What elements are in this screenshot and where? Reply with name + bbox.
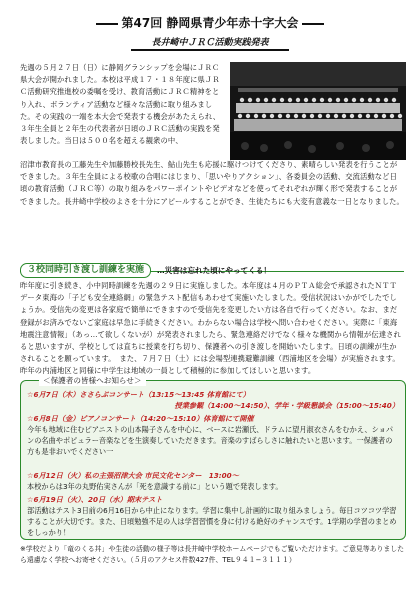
notice-item-date: ☆6月12日（火）私の主張沼津大会 市民文化センター 13:00〜: [27, 471, 239, 480]
notice-item-date: ☆6月19日（火）、20日（水）期末テスト: [27, 495, 163, 504]
notice-item: [27, 413, 399, 457]
section2-title: ３校同時引き渡し訓練を実施: [20, 263, 151, 278]
header: [28, 16, 392, 56]
notice-item: [27, 470, 399, 492]
notice-item-date: ☆6月8日（金）ピアノコンサート（14:20〜15:10）体育館にて開催: [27, 414, 254, 423]
notice-item-detail: 部活動はテスト3日前の6月16日から中止になります。学習に集中し計画的に取り組みましょう。毎日コツコツ学習することが大切です。また、日頃勉強不足の人は学習習慣を身に付ける絶好のチャンスです。1学期の学習のまとめをしっかり！: [27, 506, 397, 537]
section2-heading: [20, 262, 271, 278]
notice-title: ＜保護者の皆様へお知らせ＞: [39, 375, 146, 386]
article1-text-continued: 沼津市教育長の工藤先生や加藤勝校長先生、鮎山先生も応援に駆けつけてくださり、素晴らしい発表を行うことができました。３年生全員による校歌の合唱にはじまり、「思いやりアクション」、各委員会の活動、交流活動など日頃の教育活動（ＪＲＣ等）の取り組みをパワーポイントやビデオなどを使ってそれぞれが輝く形で発表することができました。長井崎中学校のよさを十分にアピールすることができ、生徒たちにも大変有意義な一日となりました。: [20, 160, 404, 206]
article1-text: 先週の５月２７日（日）に静岡グランシップを会場にＪＲＣ県大会が開かれました。本校は平成１７・１８年度に県ＪＲＣ活動研究推進校の委嘱を受け、教育活動にＪＲＣ精神をとり入れ、ボランティア活動など様々な活動に取り組みました。その実践の一端を本大会で発表する機会があたえられ、３年生全員と２年生の代表者が日頃のＪＲＣ活動の実践を発表しました。当日は５００名を超える観衆の中、: [20, 63, 221, 146]
title-rule-left: [96, 23, 118, 25]
notice-item-detail: 今年も地域に住むピアニストの山本陽子さんを中心に、ベースに岩瀬氏、ドラムに望月淑衣さんをむかえ、ショパンの名曲やポピュラー音楽などを生演奏していただきます。音楽のすばらしさに触れたいと思います。一保護者の方も是非おいでください一: [27, 425, 394, 456]
page-title: [28, 16, 392, 30]
subtitle: 長井崎中ＪＲＣ活動実践発表: [131, 38, 288, 51]
section2-tagline: …災害は忘れた頃にやってくる！: [157, 265, 271, 275]
event-photo: [230, 62, 406, 160]
notice-item: [27, 494, 399, 538]
section2-text: 昨年度に引き続き、小中同時訓練を先週の２９日に実施しました。本年度は４月のＰＴＡ総会で承認されたＮＴＴデータ東海の「子ども安全連絡網」の緊急テスト配信もあわせて実施いたしました。受信状況はいかがでしたでしょうか。受信先の変更は各家庭で簡単にできますので受信先を変更したい方は各自で行ってください。なお、まだ登録がお済みでないご家庭は早急に手続きください。わからない場合は学校へ問い合わせください。実際に「東海地震注意情報」（あっ…て欲しくないが）が発表されましたら、緊急連絡だけでなく様々な機関から情報が伝達されると思いますが、学校としては直ちに授業を打ち切り、保護者への引き渡しを開始いたします。日頃の訓練が生かされることを願っています。 また、７月７日（土）には会場型連携避難訓練（西浦地区を会場）が実施されます。昨年の内浦地区と同様に中学生は地域の一員として積極的に参加してほしいと思います。: [20, 281, 401, 376]
notice-item: [27, 389, 399, 411]
footer-note: ※学校だより「竜のくる丼」や生徒の活動の様子等は長井崎中学校ホームページでもご覧いただけます。ご意見等ありましたら遠慮なく学校へお寄せください。（５月のアクセス件数427件、TEL９４１−３１１１）: [20, 545, 405, 564]
title-rule-right: [302, 23, 324, 25]
notice-item-detail: 本校からは3年の丸野佑実さんが「死を意識する前に」という題で発表します。: [27, 482, 283, 491]
notice-box: [20, 376, 406, 540]
notice-item-detail: 授業参観（14:00〜14:50）、学年・学級懇談会（15:00〜15:40）: [174, 401, 399, 410]
notice-item-date: ☆6月7日（木）ささらぶコンサート（13:15〜13:45 体育館にて）: [27, 390, 250, 399]
title-text: 第47回 静岡県青少年赤十字大会: [121, 16, 299, 30]
stage-photo-image: [230, 62, 406, 160]
